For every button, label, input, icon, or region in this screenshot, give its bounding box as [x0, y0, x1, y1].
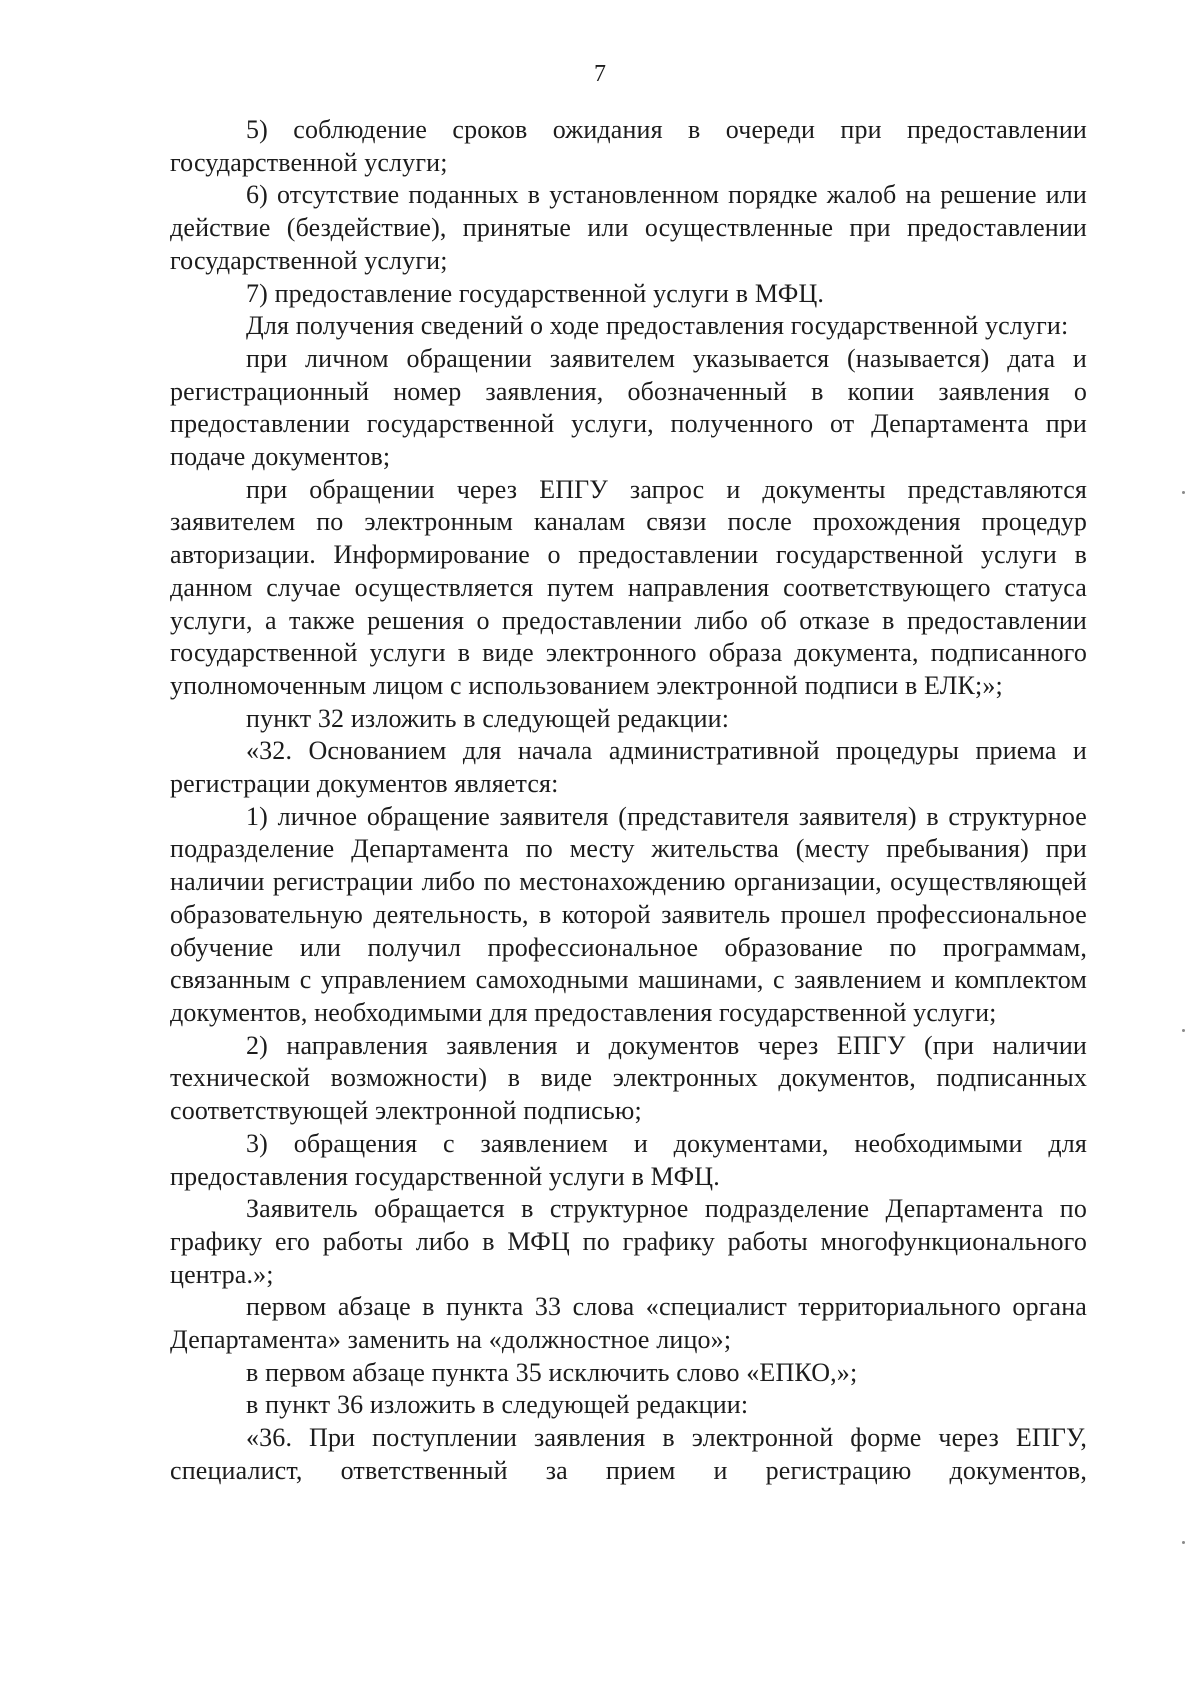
- paragraph: 7) предоставление государственной услуги в МФЦ.: [246, 278, 825, 308]
- paragraph: 1) личное обращение заявителя (представителя заявителя) в структурное подразделение Департамента по месту жительства (месту пребывания) при наличии регистрации либо по местонахождению организации, осуществляющей образовательную деятельность, в которой заявитель прошел профессиональное обучение или получил профессиональное образование по программам, связанным с управлением самоходными машинами, с заявлением и комплектом документов, необходимыми для предоставления государственной услуги;: [170, 801, 1087, 1027]
- document-body: [170, 114, 1087, 1488]
- paragraph: 5) соблюдение сроков ожидания в очереди при предоставлении государственной услуги;: [170, 115, 1087, 177]
- paragraph: при личном обращении заявителем указывается (называется) дата и регистрационный номер заявления, обозначенный в копии заявления о предоставлении государственной услуги, полученного от Департамента при подаче документов;: [170, 343, 1087, 472]
- paragraph: 6) отсутствие поданных в установленном порядке жалоб на решение или действие (бездействие), принятые или осуществленные при предоставлении государственной услуги;: [170, 180, 1087, 275]
- paragraph: при обращении через ЕПГУ запрос и документы представляются заявителем по электронным каналам связи после прохождения процедур авторизации. Информирование о предоставлении государственной услуги в данном случае осуществляется путем направления соответствующего статуса услуги, а также решения о предоставлении либо об отказе в предоставлении государственной услуги в виде электронного образа документа, подписанного уполномоченным лицом с использованием электронной подписи в ЕЛК;»;: [170, 474, 1087, 700]
- paragraph: Заявитель обращается в структурное подразделение Департамента по графику его работы либо в МФЦ по графику работы многофункционального центра.»;: [170, 1194, 1087, 1289]
- paragraph: Для получения сведений о ходе предоставления государственной услуги:: [246, 311, 1069, 341]
- scan-speck: [1182, 491, 1185, 494]
- scan-speck: [1182, 1029, 1185, 1032]
- paragraph: «36. При поступлении заявления в электронной форме через ЕПГУ, специалист, ответственный за прием и регистрацию документов,: [170, 1423, 1087, 1485]
- paragraph: первом абзаце в пункта 33 слова «специалист территориального органа Департамента» заменить на «должностное лицо»;: [170, 1292, 1087, 1355]
- paragraph: в пункт 36 изложить в следующей редакции:: [246, 1390, 749, 1420]
- paragraph: 3) обращения с заявлением и документами, необходимыми для предоставления государственной услуги в МФЦ.: [170, 1128, 1087, 1191]
- paragraph: 2) направления заявления и документов через ЕПГУ (при наличии технической возможности) в виде электронных документов, подписанных соответствующей электронной подписью;: [170, 1030, 1087, 1126]
- paragraph: «32. Основанием для начала административной процедуры приема и регистрации документов является:: [170, 736, 1087, 799]
- paragraph: пункт 32 изложить в следующей редакции:: [246, 703, 730, 733]
- page-number: 7: [594, 61, 606, 87]
- paragraph: в первом абзаце пункта 35 исключить слово «ЕПКО,»;: [246, 1357, 858, 1387]
- scan-speck: [1182, 1541, 1185, 1544]
